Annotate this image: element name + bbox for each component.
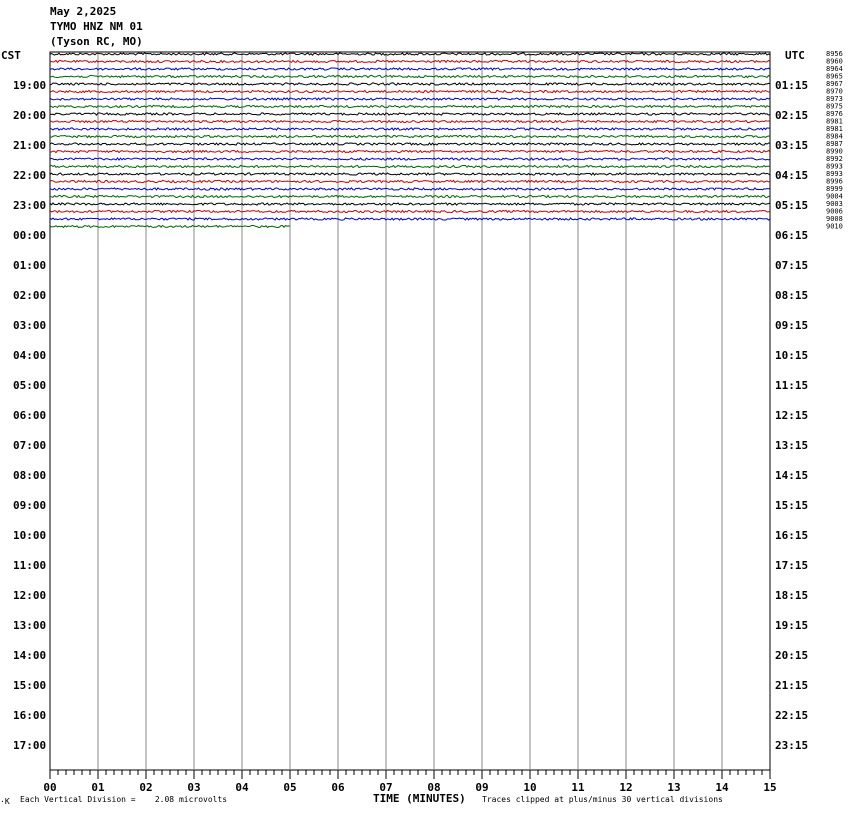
header-date: May 2,2025 xyxy=(50,5,117,18)
seismic-trace xyxy=(50,188,770,190)
cst-hour-label: 07:00 xyxy=(13,439,47,452)
time-axis xyxy=(43,770,776,794)
utc-hour-label: 18:15 xyxy=(775,589,809,602)
utc-hour-label: 14:15 xyxy=(775,469,809,482)
x-tick-label: 12 xyxy=(619,781,633,794)
utc-hour-label: 23:15 xyxy=(775,739,809,752)
seismic-trace xyxy=(50,113,770,115)
seismic-trace xyxy=(50,105,770,107)
trace-scale-label: 8992 xyxy=(826,155,843,163)
x-tick-label: 08 xyxy=(427,781,441,794)
x-tick-label: 11 xyxy=(571,781,585,794)
x-tick-label: 03 xyxy=(187,781,201,794)
utc-hour-label: 19:15 xyxy=(775,619,809,632)
seismic-trace xyxy=(50,68,770,70)
utc-hour-label: 05:15 xyxy=(775,199,809,212)
utc-hour-label: 12:15 xyxy=(775,409,809,422)
cst-hour-label: 11:00 xyxy=(13,559,47,572)
cst-hour-label: 05:00 xyxy=(13,379,47,392)
x-tick-label: 13 xyxy=(667,781,681,794)
trace-scale-label: 9003 xyxy=(826,200,843,208)
x-tick-label: 04 xyxy=(235,781,249,794)
seismic-trace xyxy=(50,165,770,167)
x-tick-label: 05 xyxy=(283,781,297,794)
cst-hour-label: 13:00 xyxy=(13,619,47,632)
seismic-trace xyxy=(50,173,770,175)
cst-hour-label: 20:00 xyxy=(13,109,47,122)
trace-scale-label: 9004 xyxy=(826,192,843,201)
trace-scale-label: 8956 xyxy=(826,50,843,58)
seismic-trace xyxy=(50,210,770,212)
trace-scale-label: 8973 xyxy=(826,95,843,103)
utc-hour-label: 09:15 xyxy=(775,319,809,332)
trace-scale-label: 9006 xyxy=(826,207,843,216)
x-tick-label: 00 xyxy=(43,781,57,794)
trace-scale-label: 8964 xyxy=(826,65,843,73)
header-station: TYMO HNZ NM 01 xyxy=(50,20,143,33)
cst-label: CST xyxy=(1,49,21,62)
seismic-trace xyxy=(50,150,770,152)
x-tick-label: 01 xyxy=(91,781,105,794)
cst-hour-label: 16:00 xyxy=(13,709,47,722)
trace-scale-label: 8984 xyxy=(826,132,843,141)
seismic-trace xyxy=(50,180,770,182)
x-tick-label: 02 xyxy=(139,781,153,794)
cst-hour-label: 09:00 xyxy=(13,499,47,512)
trace-scale-label: 8981 xyxy=(826,117,843,126)
cst-hour-label: 04:00 xyxy=(13,349,47,362)
utc-hour-label: 13:15 xyxy=(775,439,809,452)
utc-hour-label: 07:15 xyxy=(775,259,809,272)
utc-hour-label: 08:15 xyxy=(775,289,809,302)
x-tick-label: 09 xyxy=(475,781,489,794)
trace-scale-labels xyxy=(826,50,843,231)
trace-scale-label: 8993 xyxy=(826,162,843,171)
cst-hour-labels xyxy=(13,79,46,752)
cst-hour-label: 02:00 xyxy=(13,289,47,302)
utc-label: UTC xyxy=(785,49,805,62)
cst-hour-label: 21:00 xyxy=(13,139,47,152)
utc-hour-label: 21:15 xyxy=(775,679,809,692)
trace-scale-label: 8960 xyxy=(826,57,843,66)
seismic-trace xyxy=(50,158,770,160)
cst-hour-label: 17:00 xyxy=(13,739,47,752)
corner-mark: ·K xyxy=(0,797,10,806)
trace-scale-label: 8976 xyxy=(826,110,843,118)
trace-scale-label: 8975 xyxy=(826,102,843,111)
cst-hour-label: 23:00 xyxy=(13,199,47,212)
utc-hour-label: 22:15 xyxy=(775,709,809,722)
trace-scale-label: 8970 xyxy=(826,87,843,96)
seismic-trace xyxy=(50,60,770,62)
cst-hour-label: 15:00 xyxy=(13,679,47,692)
trace-scale-label: 8999 xyxy=(826,185,843,193)
seismic-trace xyxy=(50,218,770,220)
x-axis-title: TIME (MINUTES) xyxy=(373,792,466,805)
x-tick-label: 10 xyxy=(523,781,537,794)
utc-hour-label: 01:15 xyxy=(775,79,809,92)
seismic-trace xyxy=(50,225,290,227)
x-tick-label: 15 xyxy=(763,781,777,794)
seismic-trace xyxy=(50,203,770,205)
seismic-trace xyxy=(50,90,770,92)
seismic-trace xyxy=(50,83,770,85)
seismic-trace xyxy=(50,120,770,122)
seismic-trace xyxy=(50,195,770,197)
cst-hour-label: 14:00 xyxy=(13,649,47,662)
utc-hour-label: 20:15 xyxy=(775,649,809,662)
trace-scale-label: 8981 xyxy=(826,125,843,133)
cst-hour-label: 06:00 xyxy=(13,409,47,422)
trace-scale-label: 9008 xyxy=(826,215,843,223)
clip-note: Traces clipped at plus/minus 30 vertical divisions xyxy=(482,795,723,804)
utc-hour-label: 04:15 xyxy=(775,169,809,182)
cst-hour-label: 19:00 xyxy=(13,79,47,92)
utc-hour-label: 03:15 xyxy=(775,139,809,152)
utc-hour-label: 10:15 xyxy=(775,349,809,362)
utc-hour-label: 11:15 xyxy=(775,379,809,392)
utc-hour-label: 06:15 xyxy=(775,229,809,242)
x-tick-label: 06 xyxy=(331,781,345,794)
cst-hour-label: 22:00 xyxy=(13,169,47,182)
cst-hour-label: 08:00 xyxy=(13,469,47,482)
cst-hour-label: 10:00 xyxy=(13,529,47,542)
trace-scale-label: 8990 xyxy=(826,147,843,156)
trace-scale-label: 8996 xyxy=(826,177,843,186)
seismic-trace xyxy=(50,128,770,130)
header-location: (Tyson RC, MO) xyxy=(50,35,143,48)
trace-scale-label: 8965 xyxy=(826,72,843,81)
trace-scale-label: 8987 xyxy=(826,140,843,148)
x-tick-label: 07 xyxy=(379,781,393,794)
seismic-trace xyxy=(50,135,770,137)
seismic-trace xyxy=(50,53,770,55)
cst-hour-label: 00:00 xyxy=(13,229,47,242)
cst-hour-label: 12:00 xyxy=(13,589,47,602)
cst-hour-label: 03:00 xyxy=(13,319,47,332)
vertical-division-note: Each Vertical Division = 2.08 microvolts xyxy=(20,795,228,804)
seismic-traces xyxy=(50,53,770,228)
utc-hour-labels xyxy=(775,79,808,752)
trace-scale-label: 8967 xyxy=(826,80,843,88)
utc-hour-label: 02:15 xyxy=(775,109,809,122)
trace-scale-label: 9010 xyxy=(826,222,843,231)
seismic-trace xyxy=(50,143,770,145)
seismic-trace xyxy=(50,98,770,100)
utc-hour-label: 15:15 xyxy=(775,499,809,512)
utc-hour-label: 17:15 xyxy=(775,559,809,572)
cst-hour-label: 01:00 xyxy=(13,259,47,272)
seismic-trace xyxy=(50,75,770,77)
x-tick-label: 14 xyxy=(715,781,729,794)
utc-hour-label: 16:15 xyxy=(775,529,809,542)
trace-scale-label: 8993 xyxy=(826,170,843,178)
